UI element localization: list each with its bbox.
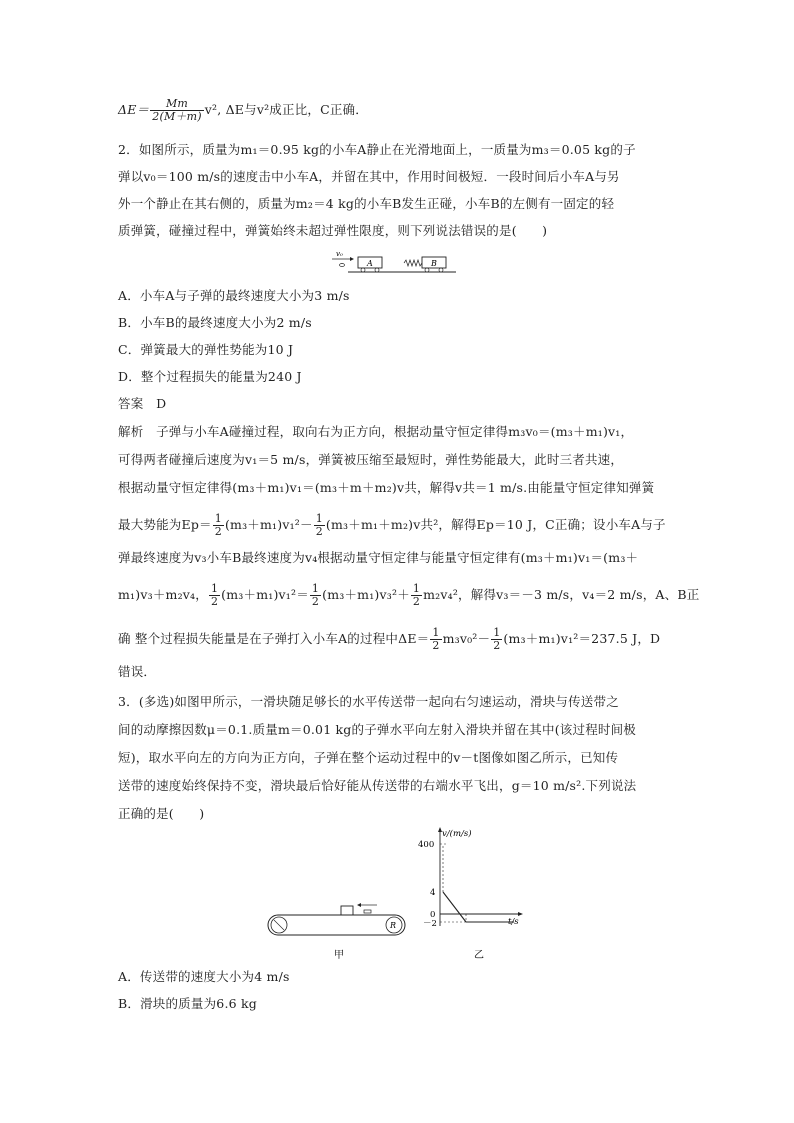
q2-analysis-line: 错误． (118, 664, 157, 679)
caption-jia: 甲 (334, 950, 344, 961)
fraction-half: $\frac{1}{2}$ (493, 626, 501, 652)
fraction-half: $\frac{1}{2}$ (210, 582, 219, 608)
q2-stem-line: 弹以v₀＝100 m/s的速度击中小车A，并留在其中，作用时间极短．一段时间后小车A与另 (118, 169, 620, 184)
q3-stem-line: 正确的是( ) (118, 806, 205, 821)
q2-analysis-line: 可得两者碰撞后速度为v₁＝5 m/s，弹簧被压缩至最短时，弹性势能最大，此时三者共速， (118, 452, 624, 467)
q2-analysis-ep-line: 最大势能为Ep＝ $\frac{1}{2}$ (m₃＋m₁)v₁²－ $\frac{1}{2}$ (m₃＋m₁＋m₂)v共²，解得Ep＝10 J，C正确；设小车A与子 (118, 512, 666, 538)
fraction-half: $\frac{1}{2}$ (214, 512, 222, 538)
fraction-half: $\frac{1}{2}$ (412, 582, 421, 608)
q3-option-b: B．滑块的质量为6.6 kg (118, 996, 257, 1011)
prev-formula-line (118, 98, 368, 123)
fraction-half: $\frac{1}{2}$ (432, 626, 440, 652)
q2-option-c: C．弹簧最大的弹性势能为10 J (118, 342, 294, 357)
cart-b-label: B (431, 259, 437, 268)
belt-left-end (268, 915, 278, 935)
q3-stem-line: 间的动摩擦因数μ＝0.1.质量m＝0.01 kg的子弹水平向左射入滑块并留在其中(该过程时间极 (118, 722, 636, 737)
q2-stem-line: 2．如图所示，质量为m₁＝0.95 kg的小车A静止在光滑地面上，一质量为m₃＝0.05 kg的子 (118, 142, 636, 157)
bullet-arrowhead (357, 903, 361, 907)
q2-analysis-energy-line: m₁)v₃＋m₂v₄， $\frac{1}{2}$ (m₃＋m₁)v₁²＝ $\frac{1}{2}$ (m₃＋m₁)v₃²＋ $\frac{1}{2}$ m₂v₄²，解得v₃＝－3 m/s，v₄＝2 m/s，A、B正 (118, 582, 700, 608)
tick-4: 4 (430, 888, 436, 898)
q2-option-d: D．整个过程损失的能量为240 J (118, 369, 302, 384)
cart-a-wheel (361, 268, 365, 272)
belt-right-end (395, 915, 405, 935)
formula-lhs: ΔE＝ (118, 102, 150, 117)
tick-400: 400 (418, 840, 435, 850)
x-axis-label: t/s (508, 917, 519, 927)
v0-arrowhead (350, 257, 354, 261)
cart-b-wheel (425, 268, 429, 272)
q2-stem-line: 质弹簧，碰撞过程中，弹簧始终未超过弹性限度，则下列说法错误的是( ) (118, 223, 548, 238)
slider-block (341, 906, 353, 915)
q3-stem-line: 送带的速度始终保持不变，滑块最后恰好能从传送带的右端水平飞出，g＝10 m/s².下列说法 (118, 778, 637, 793)
tick-0: 0 (430, 910, 436, 920)
formula-fraction: $\frac{Mm}{2(M+m)}$ (152, 97, 202, 123)
x-axis-arrowhead (518, 912, 523, 916)
cart-a-wheel (375, 268, 379, 272)
q3-option-a: A．传送带的速度大小为4 m/s (118, 969, 290, 984)
tick-neg2: －2 (423, 919, 437, 929)
y-axis-label: v/(m/s) (442, 829, 472, 839)
q2-option-b: B．小车B的最终速度大小为2 m/s (118, 315, 312, 330)
q2-option-a: A．小车A与子弹的最终速度大小为3 m/s (118, 288, 350, 303)
cart-a-label: A (367, 259, 373, 268)
caption-yi: 乙 (474, 950, 484, 961)
q3-stem-line: 3．(多选)如图甲所示，一滑块随足够长的水平传送带一起向右匀速运动，滑块与传送带之 (118, 694, 619, 709)
left-roller-mark (274, 920, 284, 930)
spring (404, 260, 422, 266)
q2-answer: 答案 D (118, 396, 167, 411)
q2-carts-figure (328, 248, 458, 276)
q3-stem-line: 短)，取水平向左的方向为正方向，子弹在整个运动过程中的v－t图像如图乙所示，已知传 (118, 750, 619, 765)
q2-analysis-loss-line: 确 整个过程损失能量是在子弹打入小车A的过程中ΔE＝ $\frac{1}{2}$ m₃v₀²－ $\frac{1}{2}$ (m₃＋m₁)v₁²＝237.5 J，D (118, 626, 661, 652)
fraction-half: $\frac{1}{2}$ (311, 582, 320, 608)
q2-analysis-line: 弹最终速度为v₃小车B最终速度为v₄根据动量守恒定律与能量守恒定律有(m₃＋m₁)v₁＝(m₃＋ (118, 550, 639, 565)
bullet (340, 264, 345, 267)
formula-tail: v², ΔE与v²成正比，C正确． (204, 102, 368, 117)
bullet-icon (364, 910, 371, 913)
vt-chart (410, 826, 530, 962)
right-roller-label: R (390, 921, 397, 930)
q2-analysis-line: 解析 子弹与小车A碰撞过程，取向右为正方向，根据动量守恒定律得m₃v₀＝(m₃＋m₁)v₁， (118, 424, 634, 439)
q2-analysis-line: 根据动量守恒定律得(m₃＋m₁)v₁＝(m₃＋m＋m₂)v共，解得v共＝1 m/s.由能量守恒定律知弹簧 (118, 480, 655, 495)
q2-stem-line: 外一个静止在其右侧的，质量为m₂＝4 kg的小车B发生正碰，小车B的左侧有一固定的轻 (118, 196, 615, 211)
conveyor-belt-figure (262, 898, 412, 962)
v0-label: v₀ (336, 250, 343, 258)
fraction-half: $\frac{1}{2}$ (315, 512, 323, 538)
vt-line-decel (443, 892, 466, 922)
cart-b-wheel (439, 268, 443, 272)
